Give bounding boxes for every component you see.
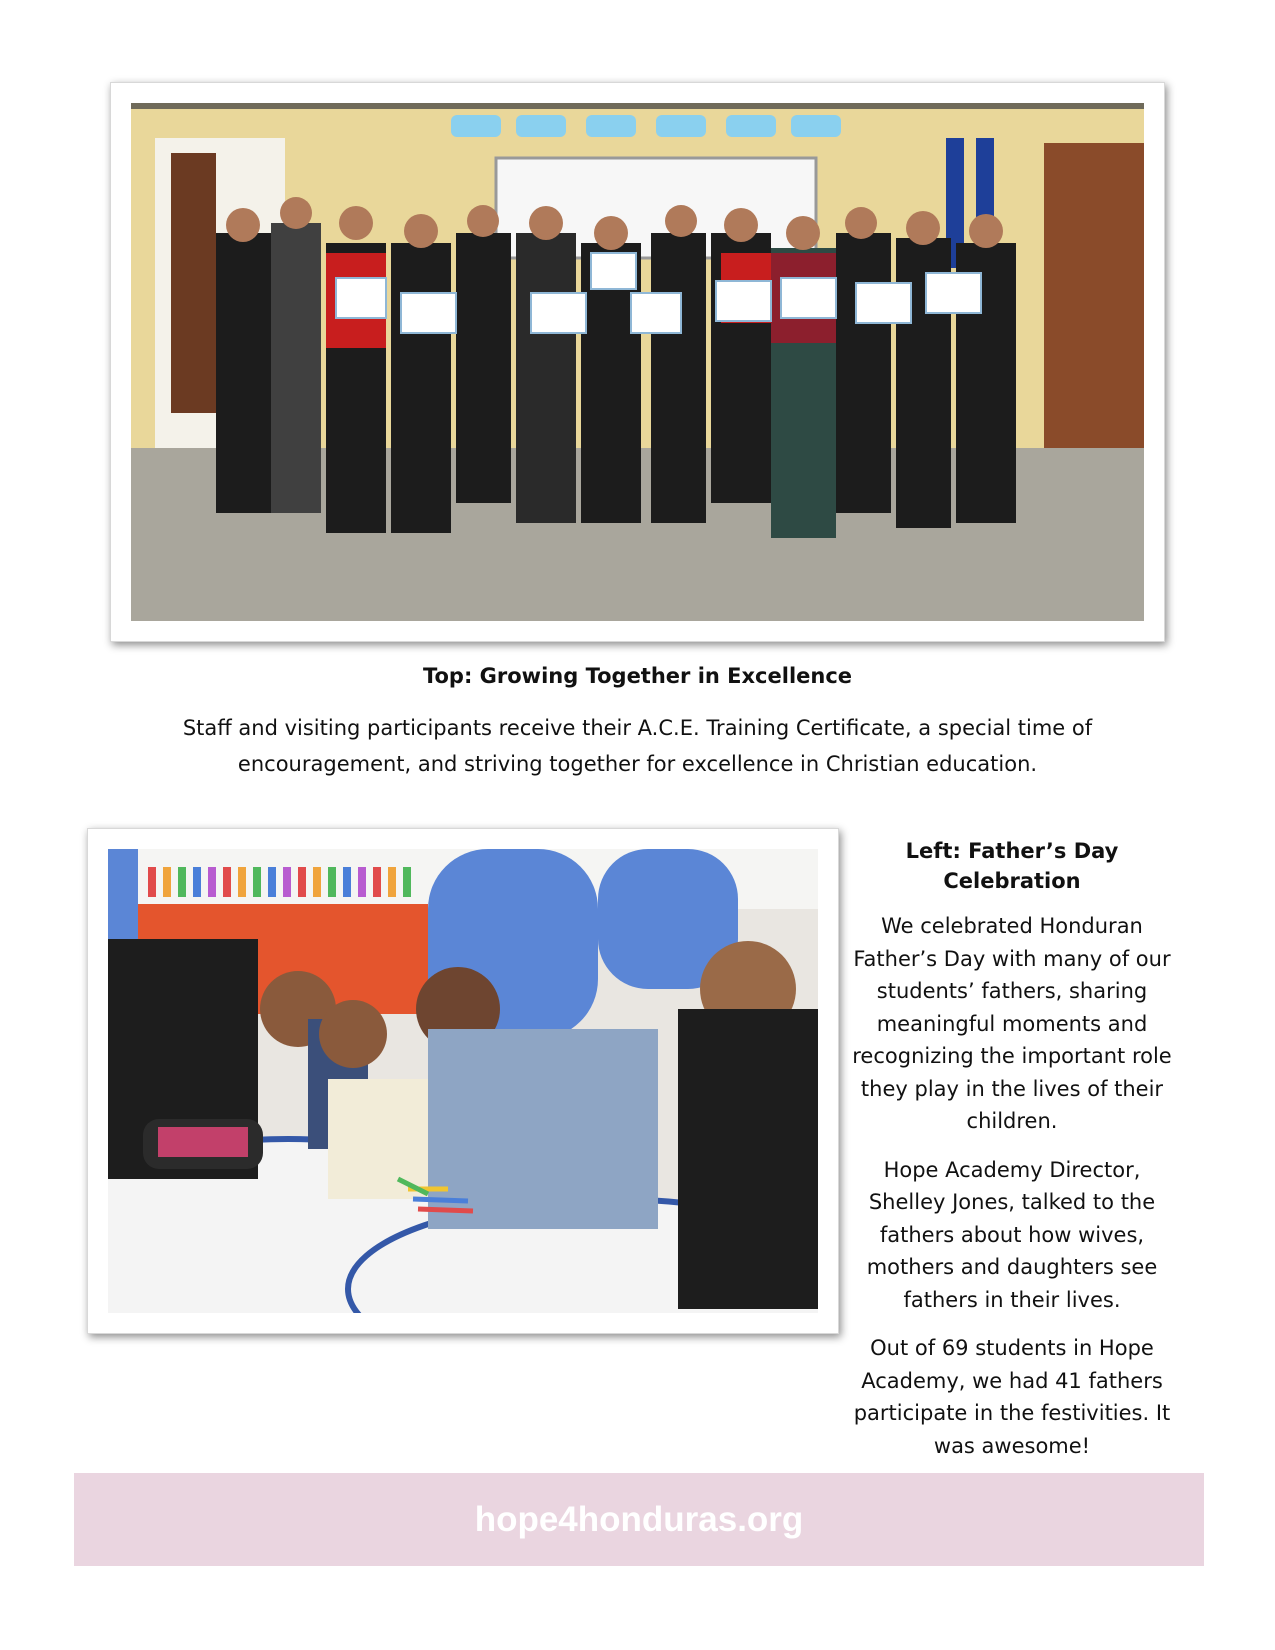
footer-banner xyxy=(74,1473,1204,1566)
top-caption-title: Top: Growing Together in Excellence xyxy=(422,664,853,688)
side-caption-title: Left: Father’s Day Celebration xyxy=(905,839,1119,893)
classroom-coloring-photo-icon xyxy=(108,849,818,1313)
top-caption-body: Staff and visiting participants receive their A.C.E. Training Certificate, a special time of encouragement, and striving together for excellence in Christian education. xyxy=(182,716,1093,776)
side-paragraph: We celebrated Honduran Father’s Day with many of our students’ fathers, sharing meaningful moments and recognizing the important role they play in the lives of their children. xyxy=(852,914,1172,1133)
group-photo-certificates-icon xyxy=(131,103,1144,621)
side-paragraph: Out of 69 students in Hope Academy, we had 41 fathers participate in the festivities. It was awesome! xyxy=(853,1336,1171,1458)
top-photo-frame xyxy=(110,82,1165,642)
side-paragraph: Hope Academy Director, Shelley Jones, talked to the fathers about how wives, mothers and daughters see fathers in their lives. xyxy=(866,1157,1158,1312)
side-caption xyxy=(852,836,1172,1478)
footer-url-link[interactable]: hope4honduras.org xyxy=(474,1499,804,1539)
left-photo-frame xyxy=(87,828,839,1334)
